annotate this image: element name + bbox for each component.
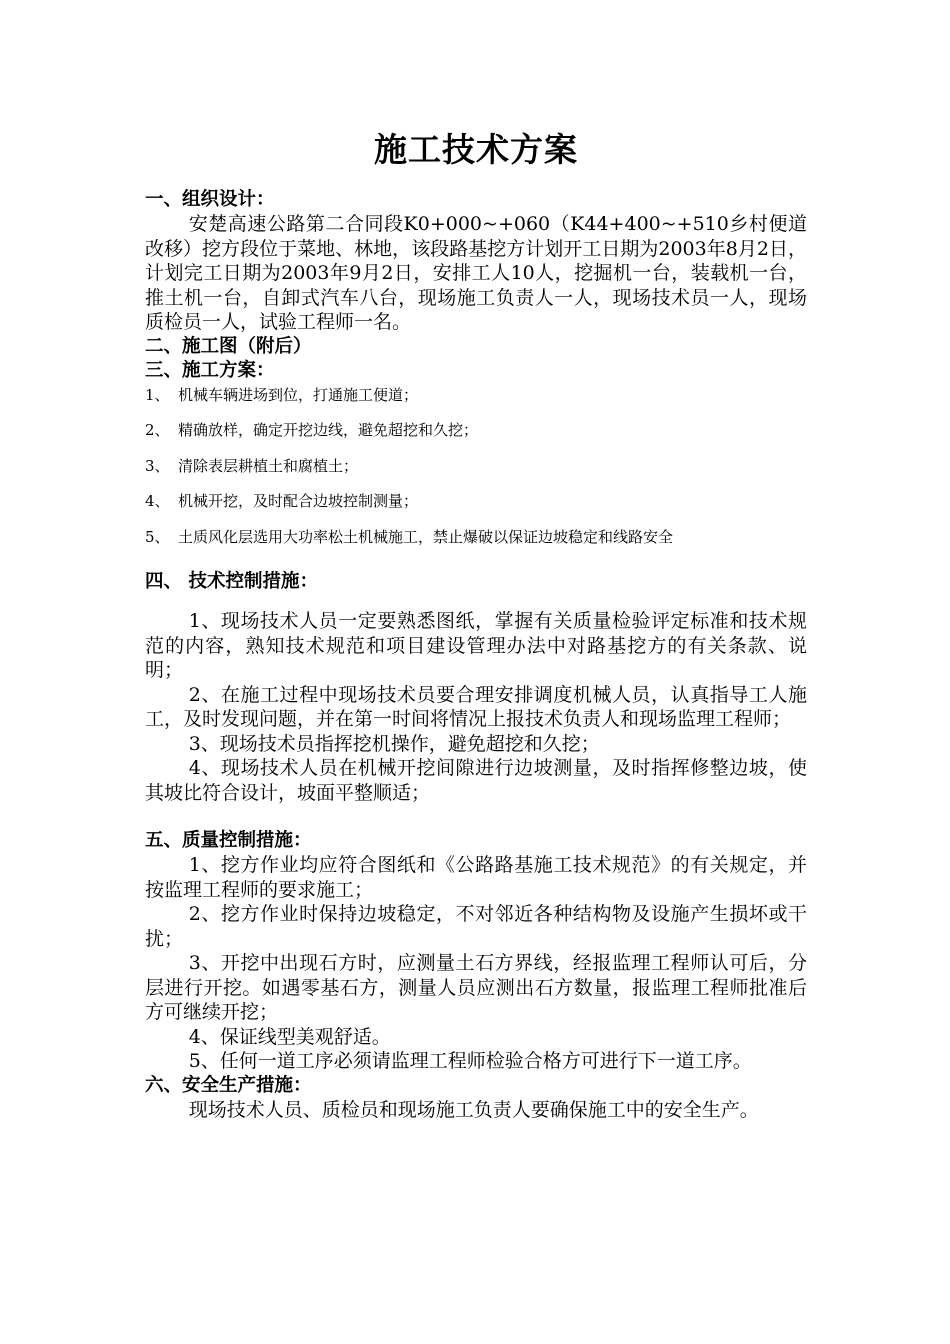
list-item (145, 491, 807, 511)
document-title: 施工技术方案 (374, 130, 578, 169)
list-item-text: 土质风化层选用大功率松土机械施工，禁止爆破以保证边坡稳定和线路安全 (178, 527, 674, 546)
section-heading: 四、 技术控制措施： (145, 571, 318, 592)
section-paragraph: 1、挖方作业均应符合图纸和《公路路基施工技术规范》的有关规定，并按监理工程师的要求施工； (145, 854, 807, 901)
list-item-number: 1、 (145, 385, 170, 404)
list-item-number: 5、 (145, 527, 170, 546)
section-paragraph: 3、现场技术员指挥挖机操作，避免超挖和久挖； (188, 732, 600, 755)
section-drawing (145, 335, 807, 359)
section-heading: 三、施工方案： (145, 359, 275, 381)
list-item-text: 机械开挖，及时配合边坡控制测量； (178, 492, 419, 510)
section-paragraph: 2、在施工过程中现场技术员要合理安排调度机械人员，认真指导工人施工，及时发现问题，并在第一时间将情况上报技术负责人和现场监理工程师； (145, 683, 807, 730)
section-heading: 二、施工图（附后） (145, 335, 312, 357)
list-item-text: 精确放样，确定开挖边线，避免超挖和久挖； (178, 421, 479, 439)
section-paragraph: 4、现场技术人员在机械开挖间隙进行边坡测量，及时指挥修整边坡，使其坡比符合设计，坡面平整顺适； (145, 757, 807, 804)
section-heading: 六、安全生产措施： (145, 1074, 312, 1096)
list-item (145, 527, 807, 547)
section-paragraph: 安楚高速公路第二合同段K0+000~+060（K44+400~+510乡村便道改移）挖方段位于菜地、林地，该段路基挖方计划开工日期为2003年8月2日，计划完工日期为2003年9月2日，安排工人10人，挖掘机一台，装载机一台，推土机一台，自卸式汽车八台，现场施工负责人一人，现场技术员一人，现场质检员一人，试验工程师一名。 (145, 213, 807, 333)
section-technical-control (145, 570, 807, 805)
list-item-number: 2、 (145, 421, 170, 439)
list-item-number: 4、 (145, 492, 170, 510)
list-item-number: 3、 (145, 456, 170, 475)
section-heading: 五、质量控制措施： (145, 830, 312, 851)
plan-list (145, 385, 807, 547)
section-construction-plan (145, 359, 807, 547)
document-page (145, 120, 807, 1122)
list-item-text: 清除表层耕植土和腐植土； (178, 456, 359, 475)
section-safety (145, 1074, 807, 1123)
list-item (145, 456, 807, 476)
section-organization (145, 188, 807, 335)
section-paragraph: 2、挖方作业时保持边坡稳定，不对邻近各种结构物及设施产生损坏或干扰； (145, 903, 807, 950)
section-paragraph: 4、保证线型美观舒适。 (188, 1025, 391, 1048)
list-item (145, 420, 807, 440)
list-item (145, 385, 807, 405)
section-heading: 一、组织设计： (145, 189, 275, 210)
section-paragraph: 3、开挖中出现石方时，应测量土石方界线，经报监理工程师认可后，分层进行开挖。如遇零基石方，测量人员应测出石方数量，报监理工程师批准后方可继续开挖； (145, 952, 807, 1023)
section-quality-control (145, 829, 807, 1074)
section-paragraph: 5、任何一道工序必须请监理工程师检验合格方可进行下一道工序。 (188, 1050, 752, 1072)
list-item-text: 机械车辆进场到位，打通施工便道； (178, 385, 419, 404)
section-paragraph: 现场技术人员、质检员和现场施工负责人要确保施工中的安全生产。 (188, 1098, 759, 1121)
section-paragraph: 1、现场技术人员一定要熟悉图纸，掌握有关质量检验评定标准和技术规范的内容，熟知技术规范和项目建设管理办法中对路基挖方的有关条款、说明； (145, 610, 807, 681)
